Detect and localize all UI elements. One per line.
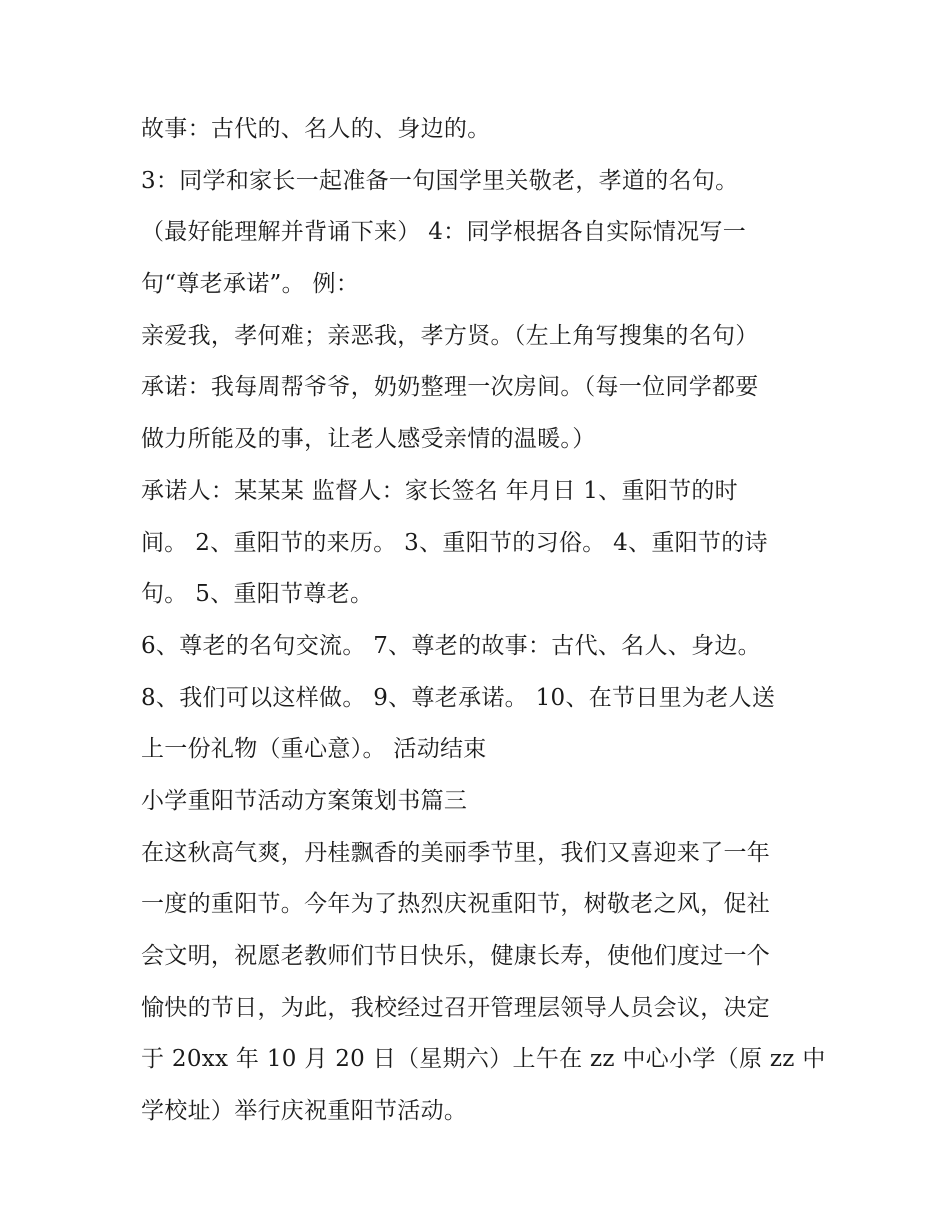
text-line: 愉快的节日，为此，我校经过召开管理层领导人员会议，决定 [141, 994, 771, 1021]
text-line: 句“尊老承诺”。 例： [141, 271, 360, 298]
text-line: （最好能理解并背诵下来） 4：同学根据各自实际情况写一 [141, 219, 747, 246]
text-line: 句。 5、重阳节尊老。 [141, 581, 374, 608]
text-line: 承诺：我每周帮爷爷，奶奶整理一次房间。（每一位同学都要 [141, 374, 759, 401]
text-line: 做力所能及的事，让老人感受亲情的温暖。） [141, 426, 596, 453]
text-line: 承诺人：某某某 监督人：家长签名 年月日 1、重阳节的时 [141, 477, 738, 504]
text-line: 6、尊老的名句交流。 7、尊老的故事：古代、名人、身边。 [141, 632, 761, 659]
text-line: 上一份礼物（重心意）。 活动结束 [141, 736, 487, 763]
text-line: 3：同学和家长一起准备一句国学里关敬老，孝道的名句。 [141, 167, 739, 194]
section-heading: 小学重阳节活动方案策划书篇三 [141, 787, 468, 814]
text-line: 间。 2、重阳节的来历。 3、重阳节的习俗。 4、重阳节的诗 [141, 529, 768, 556]
text-line: 学校址）举行庆祝重阳节活动。 [141, 1098, 468, 1125]
text-line: 于 20xx 年 10 月 20 日（星期六）上午在 zz 中心小学（原 zz 中 [141, 1046, 826, 1073]
text-line: 亲爱我，孝何难；亲恶我，孝方贤。（左上角写搜集的名句） [141, 322, 759, 349]
text-line: 故事：古代的、名人的、身边的。 [141, 116, 491, 142]
text-line: 8、我们可以这样做。 9、尊老承诺。 10、在节日里为老人送 [141, 684, 776, 711]
text-line: 在这秋高气爽，丹桂飘香的美丽季节里，我们又喜迎来了一年 [141, 839, 771, 866]
document-body [141, 108, 841, 1142]
text-line: 一度的重阳节。今年为了热烈庆祝重阳节，树敬老之风，促社 [141, 891, 771, 918]
text-line: 会文明，祝愿老教师们节日快乐，健康长寿，使他们度过一个 [141, 943, 771, 969]
